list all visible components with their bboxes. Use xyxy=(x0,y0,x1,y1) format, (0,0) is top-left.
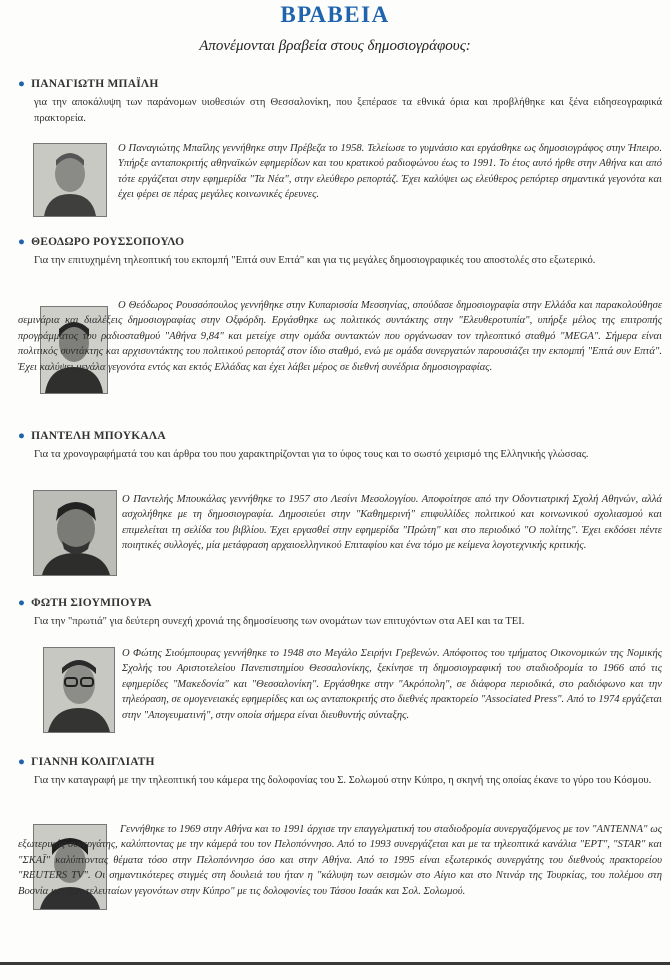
award-reason: Για την καταγραφή με την τηλεοπτική του κάμερα της δολοφονίας του Σ. Σολωμού στην Κύπρο, η σκηνή της οποίας έκανε το γύρο του Κόσμου. xyxy=(34,775,652,786)
portrait-photo xyxy=(33,490,117,576)
award-reason: Για την "πρωτιά" για δεύτερη συνεχή χρονιά της δημοσίευσης των ονομάτων των επιτυχόντων στα ΑΕΙ και τα ΤΕΙ. xyxy=(34,616,525,627)
bullet-icon: ● xyxy=(18,430,26,442)
award-name xyxy=(18,236,184,248)
intro-line: Απονέμονται βραβεία στους δημοσιογράφους: xyxy=(199,38,471,54)
awardee-name: ΓΙΑΝΝΗ ΚΟΛΙΓΛΙΑΤΗ xyxy=(31,756,155,768)
award-bio: Ο Παντελής Μπουκάλας γεννήθηκε το 1957 στο Λεσίνι Μεσολογγίου. Αποφοίτησε από την Οδοντιατρική Σχολή Αθηνών, αλλά ασχολήθηκε με τη δημοσιογραφία. Δημοσιεύει στην "Καθημερινή" επιφυλλίδες πολιτικού και κοινωνικού σχολιασμού και επιμελείται τη σελίδα του βιβλίου. Έχει εργασθεί στην εφημερίδα "Πρώτη" και στο περιοδικό "Ο πολίτης". Έχει εκδόσει πέντε ποιητικές συλλογές, μία μετάφραση αρχαιοελληνικού Επιταφίου και ένα τόμο με κείμενα λογοτεχνικής κριτικής. xyxy=(122,494,662,552)
awardee-name: ΘΕΟΔΩΡΟ ΡΟΥΣΣΟΠΟΥΛΟ xyxy=(31,236,185,248)
portrait-icon xyxy=(34,491,116,575)
award-reason: Για τα χρονογραφήματά του και άρθρα του που χαρακτηρίζονται για το ύφος τους και το σωστό χειρισμό της Ελληνικής γλώσσας. xyxy=(34,449,589,460)
award-bio: Ο Φώτης Σιούμπουρας γεννήθηκε το 1948 στο Μεγάλο Σειρήνι Γρεβενών. Απόφοιτος του τμήματος Οικονομικών της Νομικής Σχολής του Αριστοτελείου Πανεπιστημίου Θεσσαλονίκης, ξεκίνησε τη δημοσιογραφική του σταδιοδρομία το 1966 από τις εφημερίδες "Μακεδονία" και "Θεσσαλονίκη". Εργάσθηκε στην "Ακρόπολη", σε διάφορα περιοδικά, στο ραδιόφωνο και την τηλεόραση, σε ομογενειακές εφημερίδες και ως ανταποκριτής στο διεθνές πρακτορείο "Associated Press". Από το 1974 εργάζεται στην "Απογευματινή", στην οποία σήμερα είναι διευθυντής σύνταξης. xyxy=(122,648,662,721)
award-bio: Γεννήθηκε το 1969 στην Αθήνα και το 1991 άρχισε την επαγγελματική του σταδιοδρομία συνεργαζόμενος με τον "ANTENNA" ως εξωτερικός συνεργάτης, καλύπτοντας με την κάμερά του τον Πελοπόννησο. Από το 1993 συνεργάζεται και με τα τηλεοπτικά κανάλια "ΕΡΤ", "STAR" και "ΣΚΑΪ" καλύπτοντας θέματα τόσο στην Πελοπόννησο όσο και στην Αθήνα. Από το 1995 είναι εξωτερικός συνεργάτης του διεθνούς πρακτορείου "REUTERS TV". Οι σημαντικότερες στιγμές στη δουλειά του ήταν η "κάλυψη των σεισμών στο Αίγιο και στο Ντινάρ της Τουρκίας, του πολέμου στη Βοσνία και των τελευταίων γεγονότων στην Κύπρο" με τις δολοφονίες του Τάσου Ισαάκ και Σολ. Σολωμού. xyxy=(18,824,662,897)
page-title: ΒΡΑΒΕΙΑ xyxy=(280,2,390,27)
award-reason: Για την επιτυχημένη τηλεοπτική του εκπομπή "Επτά συν Επτά" και για τις μεγάλες δημοσιογραφικές του αποστολές στο εξωτερικό. xyxy=(34,255,596,266)
portrait-icon xyxy=(34,144,106,216)
bullet-icon: ● xyxy=(18,756,26,768)
bullet-icon: ● xyxy=(18,236,26,248)
portrait-photo xyxy=(43,647,115,733)
awardee-name: ΠΑΝΤΕΛΗ ΜΠΟΥΚΑΛΑ xyxy=(31,430,166,442)
award-reason: για την αποκάλυψη των παράνομων υιοθεσιών στη Θεσσαλονίκη, που ξεπέρασε τα εθνικά όρια και προβλήθηκε και ξένα ειδησεογραφικά πρακτορεία. xyxy=(34,97,662,124)
awardee-name: ΦΩΤΗ ΣΙΟΥΜΠΟΥΡΑ xyxy=(31,597,152,609)
award-bio: Ο Παναγιώτης Μπαΐλης γεννήθηκε στην Πρέβεζα το 1958. Τελείωσε το γυμνάσιο και εργάσθηκε ως δημοσιογράφος στην Ήπειρο. Υπήρξε ανταποκριτής αθηναϊκών εφημερίδων και του κρατικού ραδιοφώνου έως το 1991. Το έτος αυτό ήρθε στην Αθήνα και από τότε εργάζεται στην εφημερίδα "Τα Νέα", στην ελεύθερο ρεπορτάζ. Έχει καλύψει ως ελεύθερος ρεπόρτερ σημαντικά γεγονότα και έχει φέρει σε πέρας μεγάλες κοινωνικές έρευνες. xyxy=(118,143,662,201)
portrait-photo xyxy=(33,143,107,217)
award-name xyxy=(18,78,158,90)
award-name xyxy=(18,756,155,768)
bullet-icon: ● xyxy=(18,597,26,609)
awardee-name: ΠΑΝΑΓΙΩΤΗ ΜΠΑΪΛΗ xyxy=(31,78,159,90)
award-name xyxy=(18,430,166,442)
bottom-rule xyxy=(0,962,670,965)
portrait-icon xyxy=(44,648,114,732)
award-bio: Ο Θεόδωρος Ρουσσόπουλος γεννήθηκε στην Κυπαρισσία Μεσσηνίας, σπούδασε δημοσιογραφία στην Ελλάδα και παρακολούθησε σεμινάρια και διαλέξεις δημοσιογραφίας στην Οξφόρδη. Εργάσθηκε ως πολιτικός συντάκτης στην "Ελευθεροτυπία", υπήρξε μέλος της επιτροπής προγράμματος του ραδιοσταθμού "Αθήνα 9,84" και μετείχε στην ομάδα συντακτών που οργάνωσαν τον τηλεοπτικό σταθμό "MEGA". Σήμερα είναι πολιτικός συντάκτης και αρχισυντάκτης του πολιτικού ρεπορτάζ στον ίδιο σταθμό, ενώ με ομάδα συνεργατών παρουσιάζει την εκπομπή "Επτά συν Επτά". Έχει καλύψει μεγάλα γεγονότα εντός και εκτός Ελλάδας και έχει λάβει μέρος σε διεθνή συνέδρια δημοσιογραφίας. xyxy=(18,300,662,373)
bullet-icon: ● xyxy=(18,78,26,90)
award-name xyxy=(18,597,152,609)
